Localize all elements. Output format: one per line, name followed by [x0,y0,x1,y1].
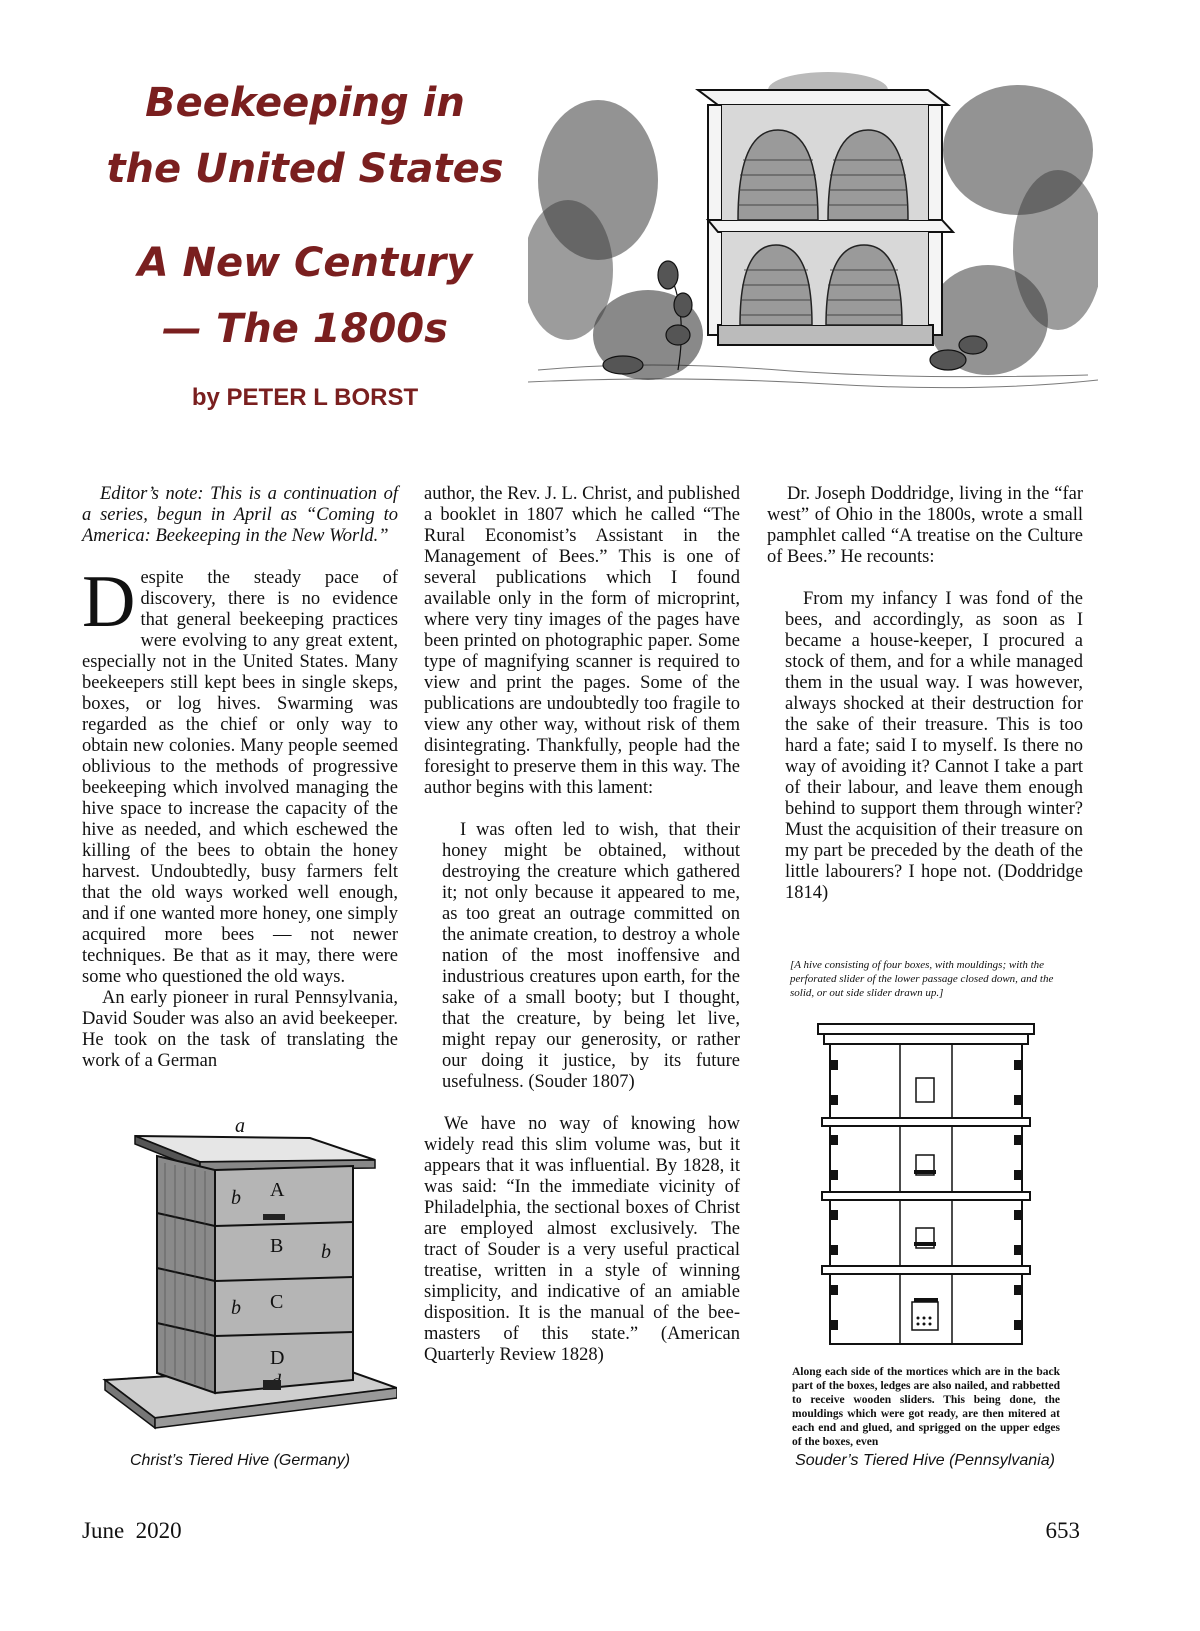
figure-caption-christ-hive: Christ’s Tiered Hive (Germany) [129,1452,351,1469]
hive-label-b2: b [321,1241,331,1263]
article-subtitle [80,230,530,362]
figure-caption-souder-hive: Souder’s Tiered Hive (Pennsylvania) [795,1452,1055,1469]
subtitle-line-1: A New Century [137,240,473,286]
hive-label-A: A [270,1179,285,1201]
paragraph [82,561,398,988]
souder-tiered-hive-drawing [808,1020,1044,1350]
byline: by PETER L BORST [191,384,419,411]
christ-tiered-hive-engraving [85,1118,397,1446]
paragraph: author, the Rev. J. L. Christ, and published a booklet in 1807 which he called “The Rural Economist’s Assistant in the Management of Bees.” This is one of several publications which I found available only in the form of microprint, where very tiny images of the pages have been printed on photographic paper. Some type of magnifying scanner is required to view and print the pages. Some of the publications are undoubtedly too fragile to view any other way, without risk of them disintegrating. Thankfully, people had the foresight to preserve them in this way. The author begins with this lament: [424,484,740,798]
paragraph: We have no way of knowing how widely read this slim volume was, but it appears that it was influential. By 1828, it was said: “In the immediate vicinity of Philadelphia, the sectional boxes of Christ are employed almost exclusively. The tract of Souder is a very useful practical treatise, written in a style of winning simplicity, and indicative of an amiable disposition. It is the manual of the bee-masters of this state.” (American Quarterly Review 1828) [424,1114,740,1365]
hive-label-b3: b [231,1297,241,1319]
hive-label-B: B [270,1235,284,1257]
subtitle-line-2: — The 1800s [162,306,448,352]
footer-page-number: 653 [1045,1518,1080,1543]
hive-label-b1: b [231,1187,241,1209]
block-quote-souder: I was often led to wish, that their honey might be obtained, without destroying the creature which gathered it; not only because it appeared to me, as too great an outrage committed on the animate creation, to destroy a whole nation of the most inoffensive and industrious creatures upon earth, for the sake of a small booty; but I thought, that the creature, by being let live, might repay our generosity, or rather our doing it justice, by its future usefulness. (Souder 1807) [442,820,740,1092]
column-1 [82,484,398,1072]
column-3 [767,484,1083,925]
title-line-2: the United States [106,146,504,192]
souder-hive-figure-top-text: [A hive consisting of four boxes, with mouldings; with the perforated slider of the lower passage closed down, and the solid, or out side slider drawn up.] [790,959,1054,999]
hive-label-a: a [235,1118,245,1137]
column-2 [424,484,740,1366]
title-line-1: Beekeeping in [145,80,465,126]
souder-hive-figure-bottom-text: Along each side of the mortices which are in the back part of the boxes, ledges are also nailed, and rabbetted to receive wooden sliders. This being done, the mouldings which were got ready, are then mitered at each end and glued, and sprigged on the upper edges of the boxes, even [792,1366,1060,1448]
block-quote-doddridge: From my infancy I was fond of the bees, and accordingly, as soon as I became a house-keeper, I procured a stock of them, and for a while managed them in the usual way. I was however, always shocked at their destruction for the sake of their treasure. This is too hard a fate; said I to myself. Is there no way of avoiding it? Cannot I take a part of their labour, and leave them enough behind to support them through winter? Must the acquisition of their treasure on my part be preceded by the death of the little labourers? I hope not. (Doddridge 1814) [785,589,1083,903]
footer-issue-date: June 2020 [82,1518,182,1543]
hive-label-D: D [270,1347,285,1369]
hive-label-C: C [270,1291,284,1313]
article-title [80,70,530,202]
paragraph: Dr. Joseph Doddridge, living in the “far west” of Ohio in the 1800s, wrote a small pamphlet called “A treatise on the Culture of Bees.” He recounts: [767,484,1083,567]
paragraph-text: espite the steady pace of discovery, there is no evidence that general beekeeping practices were evolving to any great extent, especially not in the United States. Many beekeepers still kept bees in single skeps, boxes, or log hives. Swarming was regarded as the chief or only way to obtain new colonies. Many people seemed oblivious to the methods of progressive beekeeping which involved managing the hive space to increase the capacity of the hive as needed, and which eschewed the killing of the bees to obtain the honey harvest. Undoubtedly, busy farmers felt that the old ways worked well enough, and if one wanted more honey, one simply acquired more bees — not newer techniques. Be that as it may, there were some who questioned the old ways. [82,568,398,987]
editors-note: Editor’s note: This is a continuation of a series, begun in April as “Coming to America: Beekeeping in the New World.” [82,484,398,546]
bee-house-engraving [528,70,1098,390]
drop-cap: D [82,561,136,643]
paragraph: An early pioneer in rural Pennsylvania, David Souder was also an avid beekeeper. He took on the task of translating the work of a German [82,988,398,1071]
